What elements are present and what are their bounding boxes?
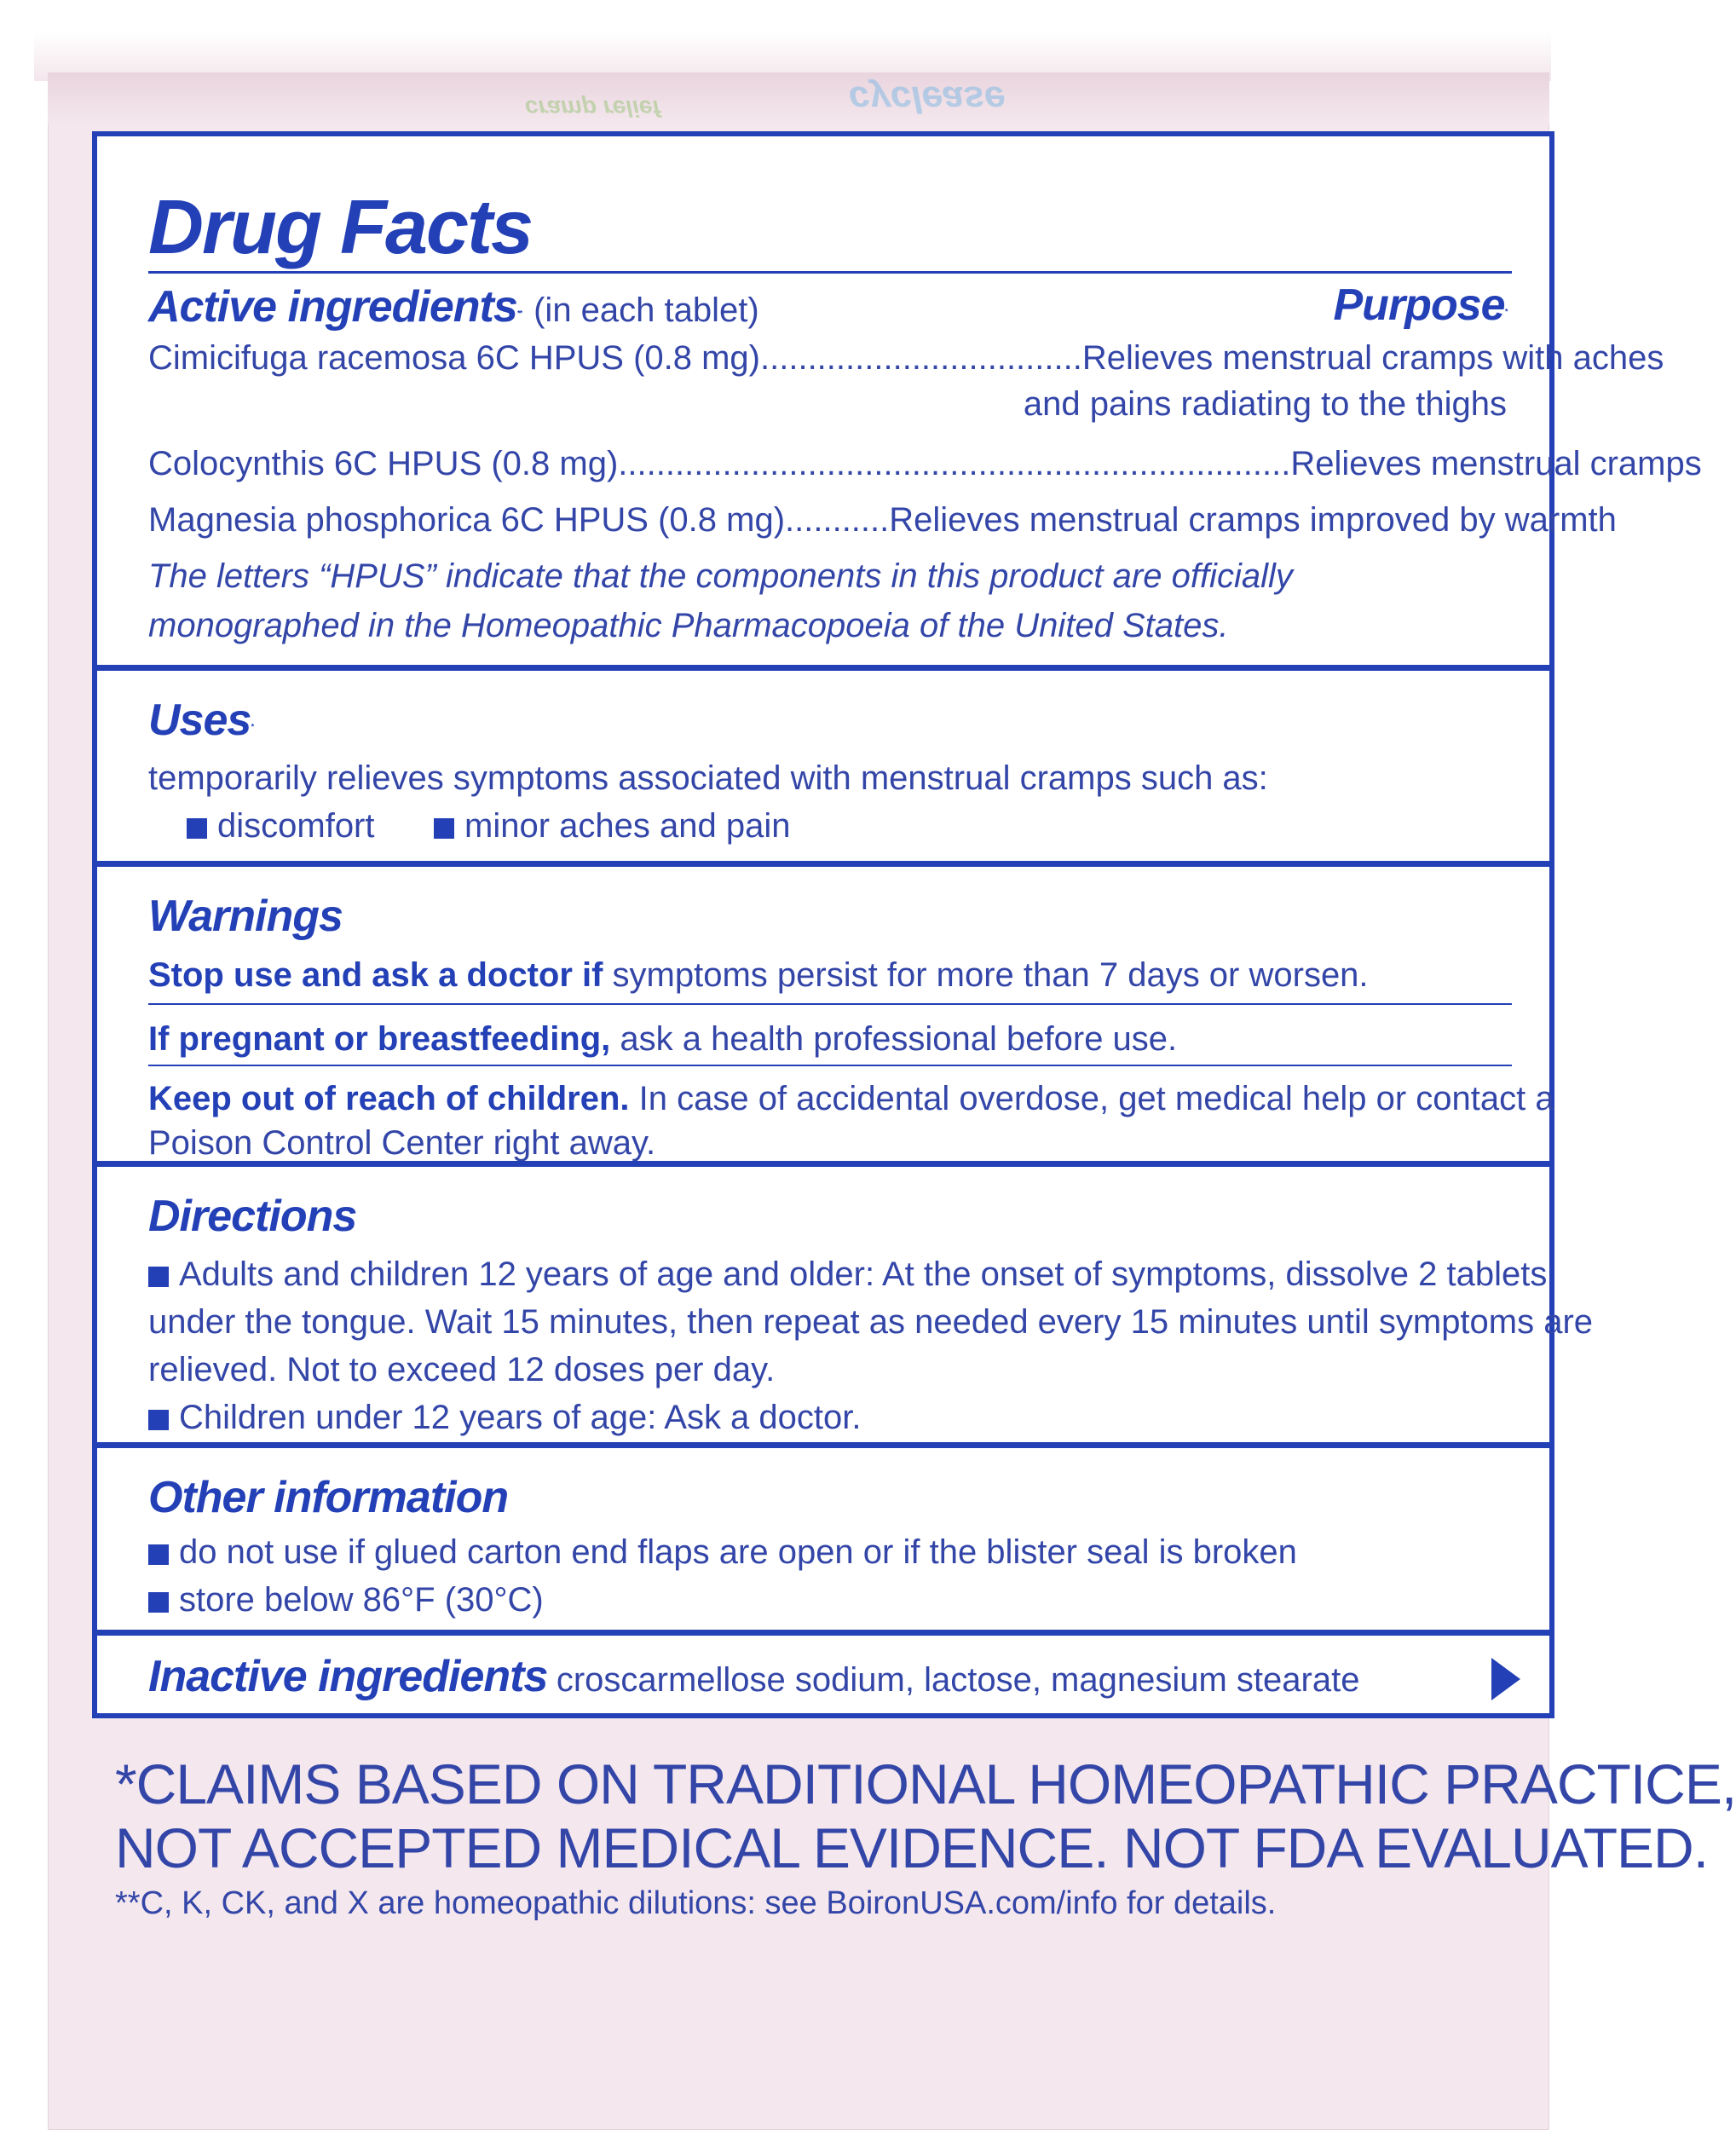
hpus-note-line2: monographed in the Homeopathic Pharmacopoeia of the United States. bbox=[148, 607, 1229, 644]
purpose-heading: Purpose bbox=[1333, 280, 1505, 330]
ingredient-purpose: Relieves menstrual cramps improved by warmth bbox=[889, 501, 1617, 539]
warnings-section bbox=[97, 861, 1554, 1162]
drug-facts-panel bbox=[92, 131, 1702, 1718]
inactive-text: croscarmellose sodium, lactose, magnesium stearate bbox=[556, 1661, 1360, 1699]
top-background bbox=[34, 0, 1551, 81]
inactive-section bbox=[97, 1630, 1549, 1718]
uses-item-label: discomfort bbox=[217, 807, 375, 845]
uses-heading-row bbox=[148, 695, 253, 746]
bullet-square-icon bbox=[148, 1544, 169, 1565]
uses-item-label: minor aches and pain bbox=[464, 807, 791, 845]
claims-line-1: *CLAIMS BASED ON TRADITIONAL HOMEOPATHIC PRACTICE, bbox=[115, 1752, 1736, 1815]
ingredient-name: Cimicifuga racemosa 6C HPUS (0.8 mg) bbox=[148, 339, 760, 377]
warning-pregnant-bold: If pregnant or breastfeeding, bbox=[148, 1020, 611, 1058]
uses-item-2 bbox=[434, 807, 790, 846]
other-info-heading: Other information bbox=[148, 1473, 509, 1522]
directions-line-3: relieved. Not to exceed 12 doses per day. bbox=[148, 1351, 776, 1388]
directions-line-1 bbox=[148, 1255, 1547, 1294]
ingredient-name: Magnesia phosphorica 6C HPUS (0.8 mg) bbox=[148, 501, 786, 539]
purpose-heading-row bbox=[1334, 280, 1508, 331]
other-info-section bbox=[97, 1442, 1549, 1630]
uses-section bbox=[97, 665, 1549, 861]
ingredient-purpose-line2: and pains radiating to the thighs bbox=[1023, 385, 1507, 423]
carton-top-flap bbox=[48, 72, 1549, 124]
continue-arrow-icon bbox=[1491, 1658, 1520, 1700]
warning-keep-text: In case of accidental overdose, get medical help or contact a bbox=[629, 1080, 1554, 1117]
leader-dots: ........... bbox=[785, 501, 890, 539]
inactive-row bbox=[148, 1651, 1359, 1702]
ingredient-row-3 bbox=[148, 501, 1617, 540]
flap-tagline: cramp relief bbox=[525, 95, 660, 122]
warning-keep-text-2: Poison Control Center right away. bbox=[148, 1124, 656, 1162]
warning-keep-out bbox=[148, 1080, 1554, 1118]
warnings-rule-1 bbox=[148, 1003, 1512, 1005]
active-subheading: (in each tablet) bbox=[533, 292, 759, 329]
warnings-heading: Warnings bbox=[148, 892, 343, 941]
bullet-square-icon bbox=[148, 1592, 169, 1613]
other-info-text: store below 86°F (30°C) bbox=[179, 1581, 544, 1619]
uses-item-1 bbox=[187, 807, 375, 846]
directions-text: Children under 12 years of age: Ask a doctor. bbox=[179, 1399, 862, 1436]
bullet-square-icon bbox=[187, 818, 207, 839]
drug-facts-title: Drug Facts bbox=[148, 185, 533, 270]
inactive-heading: Inactive ingredients bbox=[148, 1652, 548, 1701]
warning-keep-bold: Keep out of reach of children. bbox=[148, 1080, 630, 1117]
flap-brand-text: cyclease bbox=[849, 78, 1006, 120]
purpose-heading-mark: * bbox=[1504, 307, 1507, 316]
uses-text: temporarily relieves symptoms associated with menstrual cramps such as: bbox=[148, 759, 1268, 797]
warnings-rule-2 bbox=[148, 1065, 1512, 1066]
active-ingredients-heading: Active ingredients bbox=[148, 282, 517, 332]
directions-section bbox=[97, 1161, 1594, 1442]
directions-line-4 bbox=[148, 1399, 862, 1437]
uses-heading: Uses bbox=[148, 696, 251, 745]
bullet-square-icon bbox=[148, 1267, 169, 1287]
dilutions-note: **C, K, CK, and X are homeopathic dilutions: see BoironUSA.com/info for details. bbox=[115, 1885, 1277, 1921]
warning-pregnant-text: ask a health professional before use. bbox=[610, 1020, 1178, 1058]
other-info-text: do not use if glued carton end flaps are open or if the blister seal is broken bbox=[179, 1533, 1297, 1571]
ingredient-name: Colocynthis 6C HPUS (0.8 mg) bbox=[148, 445, 619, 482]
directions-text: Adults and children 12 years of age and older: At the onset of symptoms, dissolve 2 tablets bbox=[179, 1255, 1548, 1293]
directions-line-2: under the tongue. Wait 15 minutes, then repeat as needed every 15 minutes until symptoms are bbox=[148, 1303, 1594, 1341]
other-info-item-1 bbox=[148, 1533, 1297, 1572]
leader-dots: .................................. bbox=[760, 339, 1082, 377]
ingredient-row-1 bbox=[148, 339, 1664, 378]
ingredient-purpose: Relieves menstrual cramps with aches bbox=[1081, 339, 1664, 377]
title-rule bbox=[148, 271, 1512, 274]
hpus-note-line1: The letters “HPUS” indicate that the components in this product are officially bbox=[148, 557, 1293, 595]
ingredient-purpose: Relieves menstrual cramps bbox=[1290, 445, 1702, 482]
bullet-square-icon bbox=[148, 1410, 169, 1430]
bullet-square-icon bbox=[434, 818, 454, 839]
ingredient-row-2 bbox=[148, 445, 1702, 483]
uses-heading-mark: * bbox=[251, 722, 253, 731]
warning-stop-text: symptoms persist for more than 7 days or worsen. bbox=[603, 956, 1369, 994]
other-info-item-2 bbox=[148, 1581, 544, 1619]
active-heading-row bbox=[148, 281, 759, 332]
warning-stop-use bbox=[148, 956, 1369, 995]
active-heading-mark: ** bbox=[516, 309, 522, 318]
directions-heading: Directions bbox=[148, 1192, 357, 1241]
leader-dots: ....................................................................... bbox=[618, 445, 1291, 482]
claims-line-2: NOT ACCEPTED MEDICAL EVIDENCE. NOT FDA EVALUATED. bbox=[115, 1816, 1709, 1879]
warning-stop-bold: Stop use and ask a doctor if bbox=[148, 956, 603, 994]
warning-pregnant bbox=[148, 1020, 1177, 1059]
